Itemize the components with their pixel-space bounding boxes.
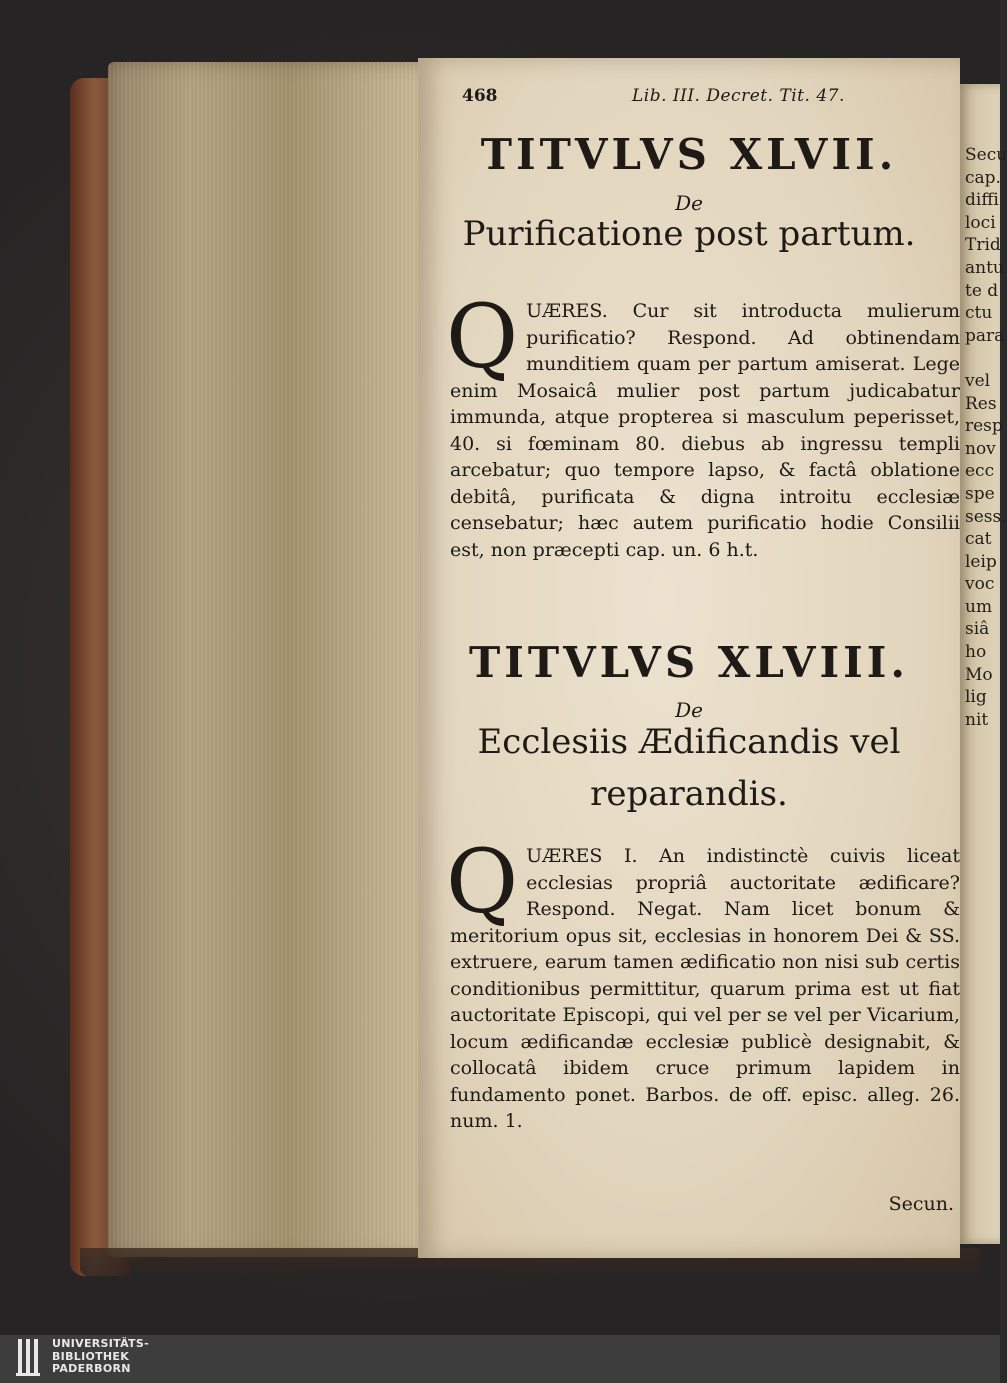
running-head: Lib. III. Decret. Tit. 47. xyxy=(632,86,845,106)
next-page-fragment: antu xyxy=(965,257,1004,278)
section1-text: UÆRES. Cur sit introducta mulierum purificatio? Respond. Ad obtinendam munditiem quam per partum amiserat. Lege enim Mosaicâ mulier post partum judicabatur immunda, atque propterea si masculum peperisset, 40. si fœminam 80. diebus ab ingressu templi arcebatur; quo tempore lapso, & factâ oblatione debitâ, purificata & digna introitu ecclesiæ censebatur; hæc autem purificatio hodie Consilii est, non præcepti cap. un. 6 h.t. xyxy=(450,300,960,561)
next-page-edge xyxy=(960,84,1007,1244)
section2-de: De xyxy=(675,698,703,722)
next-page-fragment: Res xyxy=(965,393,997,414)
next-page-fragment: nit xyxy=(965,709,989,730)
page-edges xyxy=(108,62,438,1257)
library-name xyxy=(52,1338,149,1376)
next-page-fragment: resp xyxy=(965,416,1003,437)
next-page-fragment: diffi xyxy=(965,190,999,211)
next-page-fragment: ctu xyxy=(965,303,993,324)
library-line3: PADERBORN xyxy=(52,1362,131,1375)
next-page-fragment: siâ xyxy=(965,619,990,640)
next-page-fragment: loci xyxy=(965,212,996,233)
section1-subtitle: Purificatione post partum. xyxy=(462,214,916,254)
library-logo-icon xyxy=(14,1337,44,1379)
section2-body xyxy=(446,830,960,1188)
next-page-lines xyxy=(960,84,1007,731)
section2-subtitle-line2: reparandis. xyxy=(590,774,788,814)
next-page-fragment: te d xyxy=(965,280,999,301)
section2-dropcap: Q xyxy=(446,830,519,933)
library-footer xyxy=(0,1335,1000,1383)
section2-title: TITVLVS XLVIII. xyxy=(468,638,910,687)
next-page-fragment: para xyxy=(965,325,1005,346)
next-page-fragment: ho xyxy=(965,642,987,663)
next-page-fragment: vel xyxy=(965,370,991,391)
next-page-fragment: um xyxy=(965,596,993,617)
section2-subtitle-line1: Ecclesiis Ædificandis vel xyxy=(477,722,901,762)
library-line1: UNIVERSITÄTS- xyxy=(52,1337,149,1350)
section2-text: UÆRES I. An indistinctè cuivis liceat ecclesias propriâ auctoritate ædificare? Respond. Negat. Nam licet bonum & meritorium opus sit, ecclesias in honorem Dei & SS. extruere, earum tamen ædificatio non nisi sub certis conditionibus permittitur, quarum prima est ut fiat auctoritate Episcopi, qui vel per se vel per Vicarium, locum ædificandæ ecclesiæ publicè designabit, & collocatâ ibidem cruce primum lapidem in fundamento ponet. Barbos. de off. episc. alleg. 26. num. 1. xyxy=(450,845,960,1132)
next-page-fragment: lig xyxy=(965,687,987,708)
section1-body xyxy=(446,285,960,603)
next-page-fragment: voc xyxy=(965,574,995,595)
section1-dropcap: Q xyxy=(446,285,519,388)
next-page-fragment: leip xyxy=(965,551,997,572)
book-page xyxy=(418,58,960,1258)
catchword: Secun. xyxy=(888,1193,954,1215)
library-line2: BIBLIOTHEK xyxy=(52,1349,130,1363)
next-page-fragment: Mo xyxy=(965,664,993,685)
next-page-fragment: Secu xyxy=(965,145,1007,165)
next-page-fragment: Trid xyxy=(965,235,1001,256)
next-page-fragment: ecc xyxy=(965,461,995,482)
next-page-fragment: sess. xyxy=(965,506,1007,527)
next-page-fragment: cap. xyxy=(965,167,1001,188)
next-page-fragment: spe xyxy=(965,483,995,504)
next-page-fragment: nov xyxy=(965,438,996,459)
page-number: 468 xyxy=(462,86,498,106)
section1-de: De xyxy=(675,191,703,215)
section1-title: TITVLVS XLVII. xyxy=(480,130,898,179)
next-page-fragment xyxy=(960,347,1000,370)
next-page-fragment: cat xyxy=(965,529,992,550)
